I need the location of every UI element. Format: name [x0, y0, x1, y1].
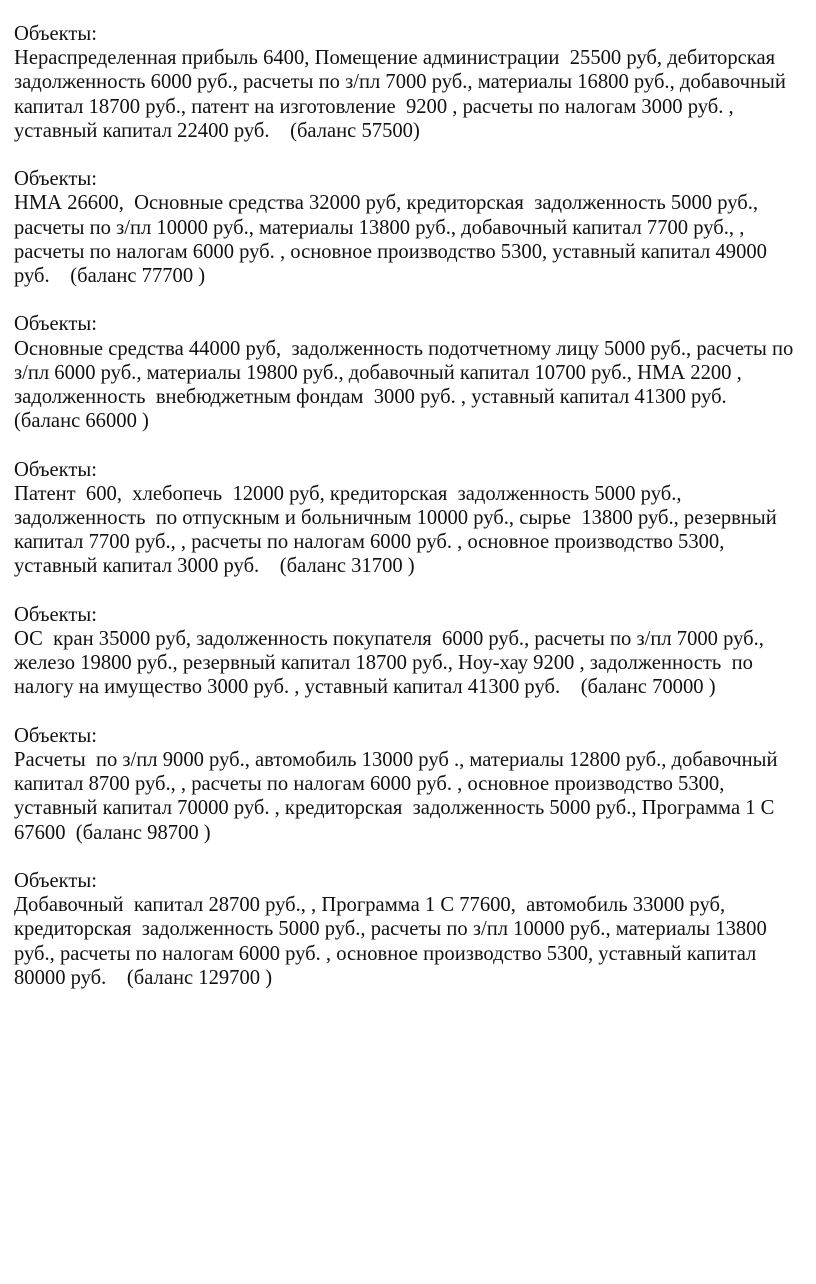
- objects-line: НМА 26600, Основные средства 32000 руб, кредиторская задолженность 5000 руб.,: [14, 192, 759, 215]
- objects-line: Патент 600, хлебопечь 12000 руб, кредиторская задолженность 5000 руб.,: [14, 482, 682, 505]
- document-page: [14, 22, 810, 1014]
- objects-line: 80000 руб. (баланс 129700 ): [14, 966, 273, 989]
- objects-line: кредиторская задолженность 5000 руб., расчеты по з/пл 10000 руб., материалы 13800: [14, 918, 767, 941]
- objects-line: капитал 18700 руб., патент на изготовление 9200 , расчеты по налогам 3000 руб. ,: [14, 95, 734, 118]
- objects-line: (баланс 66000 ): [14, 410, 149, 433]
- objects-heading: Объекты:: [14, 458, 97, 481]
- objects-line: задолженность внебюджетным фондам 3000 руб. , уставный капитал 41300 руб.: [14, 386, 727, 409]
- objects-block-7: [14, 869, 810, 990]
- objects-line: Добавочный капитал 28700 руб., , Программа 1 С 77600, автомобиль 33000 руб,: [14, 894, 726, 917]
- objects-heading: Объекты:: [14, 603, 97, 626]
- objects-line: расчеты по з/пл 10000 руб., материалы 13800 руб., добавочный капитал 7700 руб., ,: [14, 216, 745, 239]
- objects-line: расчеты по налогам 6000 руб. , основное производство 5300, уставный капитал 49000: [14, 240, 767, 263]
- objects-heading: Объекты:: [14, 870, 97, 893]
- objects-line: руб. (баланс 77700 ): [14, 265, 206, 288]
- objects-heading: Объекты:: [14, 313, 97, 336]
- objects-line: уставный капитал 22400 руб. (баланс 57500): [14, 119, 420, 142]
- objects-line: Нераспределенная прибыль 6400, Помещение администрации 25500 руб, дебиторская: [14, 47, 776, 70]
- objects-line: налогу на имущество 3000 руб. , уставный капитал 41300 руб. (баланс 70000 ): [14, 676, 716, 699]
- objects-heading: Объекты:: [14, 168, 97, 191]
- objects-block-6: [14, 724, 810, 845]
- objects-block-1: [14, 22, 810, 143]
- objects-line: задолженность 6000 руб., расчеты по з/пл 7000 руб., материалы 16800 руб., добавочный: [14, 71, 786, 94]
- objects-line: железо 19800 руб., резервный капитал 18700 руб., Ноу-хау 9200 , задолженность по: [14, 652, 753, 675]
- objects-line: з/пл 6000 руб., материалы 19800 руб., добавочный капитал 10700 руб., НМА 2200 ,: [14, 361, 742, 384]
- objects-line: уставный капитал 3000 руб. (баланс 31700 ): [14, 555, 415, 578]
- objects-line: руб., расчеты по налогам 6000 руб. , основное производство 5300, уставный капитал: [14, 942, 757, 965]
- objects-line: уставный капитал 70000 руб. , кредиторская задолженность 5000 руб., Программа 1 С: [14, 797, 775, 820]
- objects-block-5: [14, 603, 810, 700]
- objects-block-3: [14, 312, 810, 433]
- objects-line: Основные средства 44000 руб, задолженность подотчетному лицу 5000 руб., расчеты по: [14, 337, 794, 360]
- objects-line: капитал 7700 руб., , расчеты по налогам 6000 руб. , основное производство 5300,: [14, 531, 725, 554]
- objects-line: ОС кран 35000 руб, задолженность покупателя 6000 руб., расчеты по з/пл 7000 руб.,: [14, 628, 764, 651]
- objects-line: капитал 8700 руб., , расчеты по налогам 6000 руб. , основное производство 5300,: [14, 773, 725, 796]
- objects-block-4: [14, 458, 810, 579]
- objects-line: Расчеты по з/пл 9000 руб., автомобиль 13000 руб ., материалы 12800 руб., добавочный: [14, 749, 778, 772]
- objects-heading: Объекты:: [14, 23, 97, 45]
- objects-block-2: [14, 167, 810, 288]
- objects-line: задолженность по отпускным и больничным 10000 руб., сырье 13800 руб., резервный: [14, 507, 777, 530]
- objects-line: 67600 (баланс 98700 ): [14, 821, 211, 844]
- objects-heading: Объекты:: [14, 724, 97, 747]
